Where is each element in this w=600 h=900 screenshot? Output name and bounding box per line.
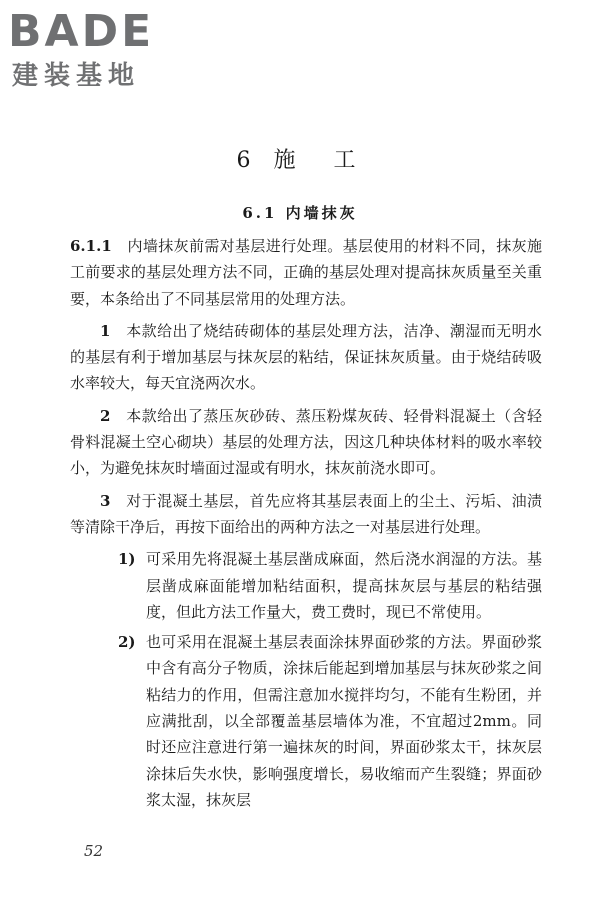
logo-subtitle: 建装基地	[12, 61, 141, 91]
chapter-title: 6 施 工	[236, 148, 364, 173]
clause-text: 内墙抹灰前需对基层进行处理。基层使用的材料不同，抹灰施工前要求的基层处理方法不同，正确的基层处理对提高抹灰质量至关重要，本条给出了不同基层常用的处理方法。	[70, 237, 542, 308]
method-list-item	[118, 629, 542, 813]
clause-number: 6.1.1	[70, 237, 112, 255]
list-marker: 1)	[118, 550, 136, 569]
method-list	[118, 546, 542, 813]
list-item-text: 可采用先将混凝土基层凿成麻面，然后浇水润湿的方法。基层凿成麻面能增加粘结面积，提高抹灰层与基层的粘结强度，但此方法工作量大，费工费时，现已不常使用。	[146, 550, 542, 621]
item-number: 2	[100, 406, 111, 425]
item-text: 本款给出了烧结砖砌体的基层处理方法，洁净、潮湿而无明水的基层有利于增加基层与抹灰层的粘结，保证抹灰质量。由于烧结砖吸水率较大，每天宜浇两次水。	[70, 321, 542, 393]
item-number: 1	[100, 321, 111, 340]
brand-logo	[8, 6, 178, 96]
clause-paragraph	[70, 233, 542, 312]
list-marker: 2)	[118, 633, 136, 652]
item-paragraph	[70, 403, 542, 482]
page-number: 52	[84, 842, 104, 860]
logo-wordmark: BADE	[8, 6, 155, 57]
item-paragraph	[70, 488, 542, 541]
method-list-item	[118, 546, 542, 625]
section-title: 6.1 内墙抹灰	[242, 204, 358, 222]
item-text: 对于混凝土基层，首先应将其基层表面上的尘土、污垢、油渍等清除干净后，再按下面给出的两种方法之一对基层进行处理。	[70, 491, 542, 536]
item-paragraph	[70, 318, 542, 397]
document-body	[70, 233, 542, 817]
list-item-text: 也可采用在混凝土基层表面涂抹界面砂浆的方法。界面砂浆中含有高分子物质，涂抹后能起到增加基层与抹灰砂浆之间粘结力的作用，但需注意加水搅拌均匀，不能有生粉团，并应满批刮，以全部覆盖基层墙体为准，不宜超过2mm。同时还应注意进行第一遍抹灰的时间，界面砂浆太干，抹灰层涂抹后失水快，影响强度增长，易收缩而产生裂缝；界面砂浆太湿，抹灰层	[146, 633, 542, 809]
item-number: 3	[100, 491, 111, 510]
item-text: 本款给出了蒸压灰砂砖、蒸压粉煤灰砖、轻骨料混凝土（含轻骨料混凝土空心砌块）基层的处理方法，因这几种块体材料的吸水率较小，为避免抹灰时墙面过湿或有明水，抹灰前浇水即可。	[70, 406, 542, 478]
